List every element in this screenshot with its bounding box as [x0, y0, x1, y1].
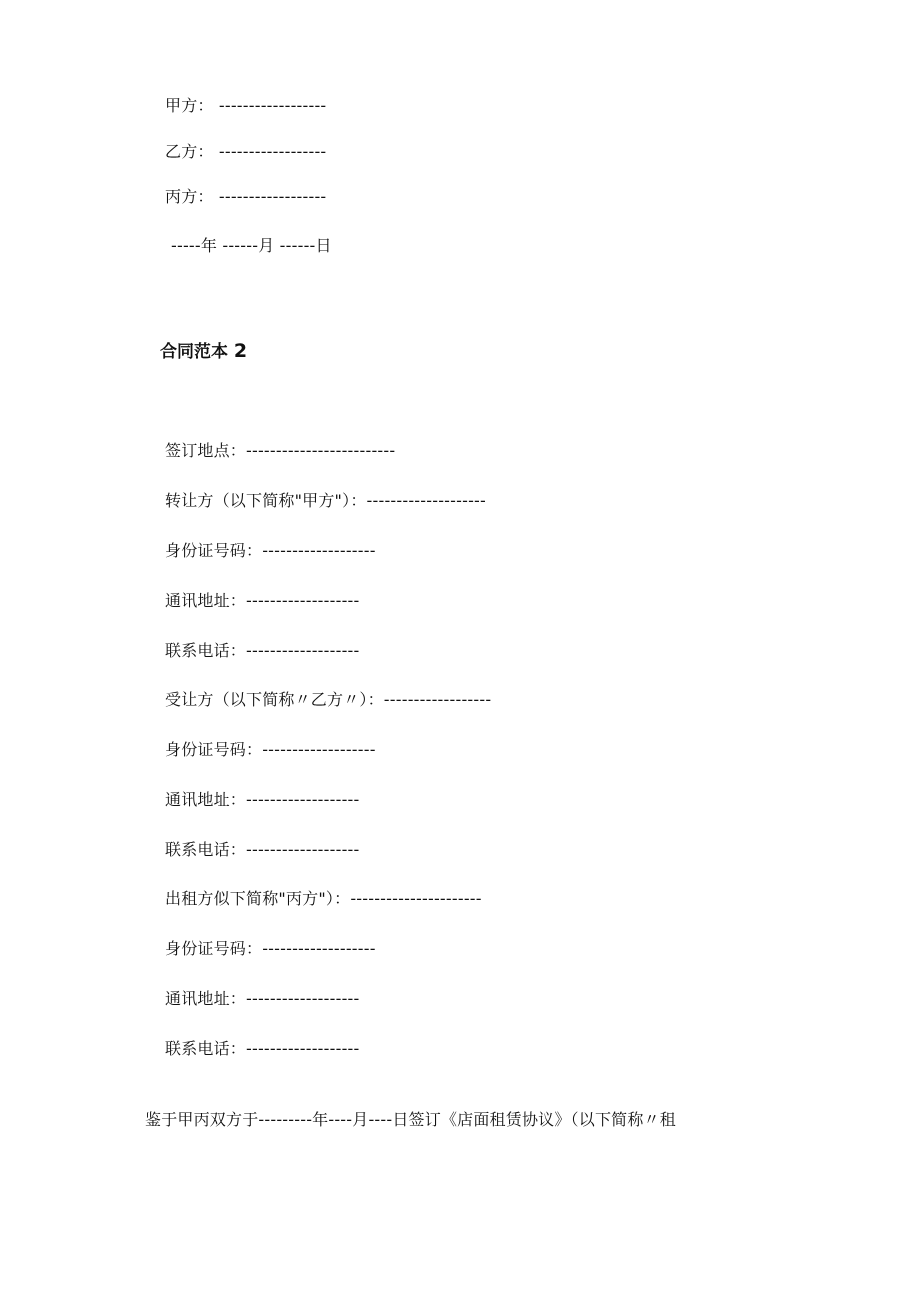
- section-title-number: 2: [233, 340, 248, 362]
- signing-location-line: 签订地点：-------------------------: [165, 441, 396, 460]
- section-title-text: 合同范本: [160, 342, 228, 362]
- lessor-address-line: 通讯地址：-------------------: [165, 989, 360, 1008]
- lessor-phone-line: 联系电话：-------------------: [165, 1039, 360, 1058]
- transferee-line: 受让方（以下简称〃乙方〃）：------------------: [165, 690, 492, 709]
- lessor-id-line: 身份证号码：-------------------: [165, 939, 376, 958]
- body-paragraph: 鉴于甲丙双方于---------年----月----日签订《店面租赁协议》（以下简称〃租: [145, 1110, 676, 1129]
- party-c-line: 丙方： ------------------: [165, 187, 327, 206]
- transferee-id-line: 身份证号码：-------------------: [165, 740, 376, 759]
- transferor-phone-line: 联系电话：-------------------: [165, 641, 360, 660]
- signature-date-line: -----年 ------月 ------日: [171, 236, 332, 255]
- transferor-id-line: 身份证号码：-------------------: [165, 541, 376, 560]
- section-title: [160, 340, 247, 363]
- transferee-phone-line: 联系电话：-------------------: [165, 840, 360, 859]
- party-a-line: 甲方： ------------------: [165, 96, 327, 115]
- lessor-line: 出租方似下简称"丙方"）：----------------------: [165, 889, 482, 908]
- transferee-address-line: 通讯地址：-------------------: [165, 790, 360, 809]
- party-b-line: 乙方： ------------------: [165, 142, 327, 161]
- transferor-address-line: 通讯地址：-------------------: [165, 591, 360, 610]
- transferor-line: 转让方（以下简称"甲方"）：--------------------: [165, 491, 486, 510]
